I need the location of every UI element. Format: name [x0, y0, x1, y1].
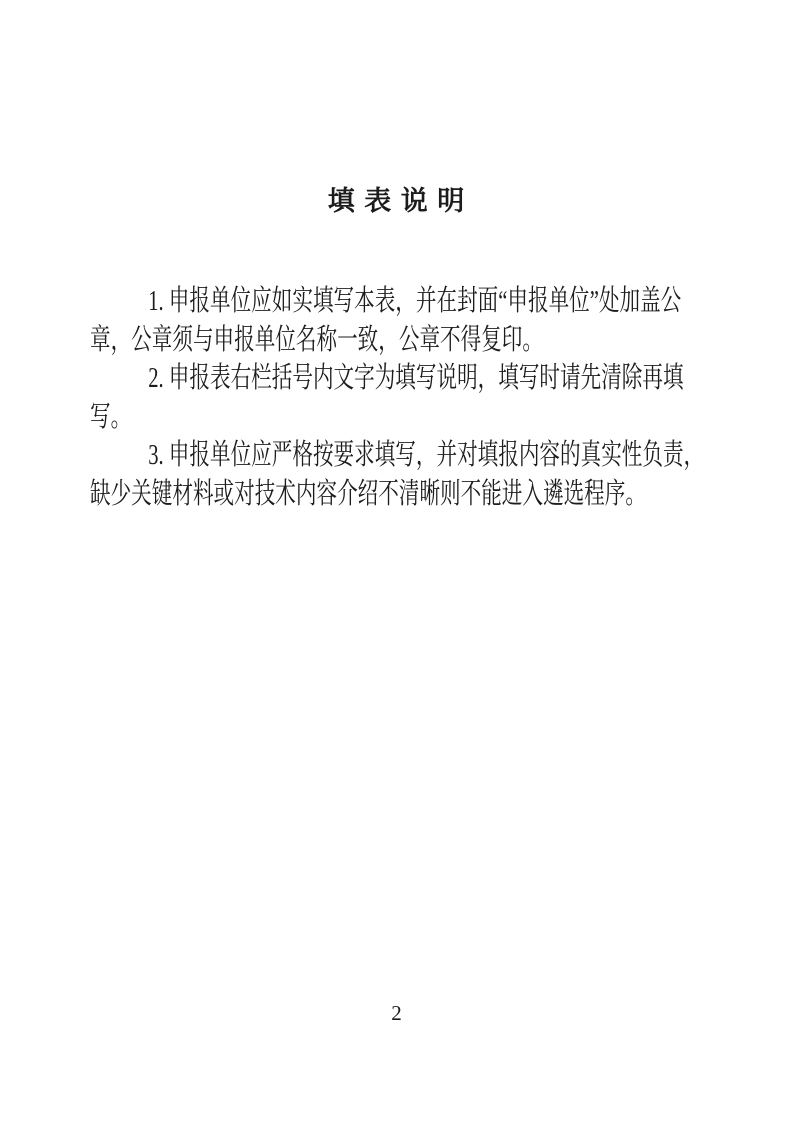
- instruction-paragraph-2: [90, 359, 713, 436]
- paragraph-1-line-2: 章，公章须与申报单位名称一致，公章不得复印。: [90, 323, 543, 356]
- instructions-body: [90, 282, 713, 513]
- page-title: 填 表 说 明: [327, 186, 466, 216]
- paragraph-1-line-1: 1. 申报单位应如实填写本表，并在封面“申报单位”处加盖公: [148, 285, 682, 317]
- paragraph-2-line-1: 2. 申报表右栏括号内文字为填写说明，填写时请先清除再填: [148, 362, 684, 394]
- paragraph-3-line-1: 3. 申报单位应严格按要求填写，并对填报内容的真实性负责，: [148, 439, 705, 471]
- paragraph-2-line-2: 写。: [90, 400, 132, 433]
- instruction-paragraph-1: [90, 282, 713, 359]
- page-number: 2: [391, 1001, 402, 1025]
- paragraph-3-line-2: 缺少关键材料或对技术内容介绍不清晰则不能进入遴选程序。: [90, 477, 646, 510]
- instruction-paragraph-3: [90, 436, 713, 513]
